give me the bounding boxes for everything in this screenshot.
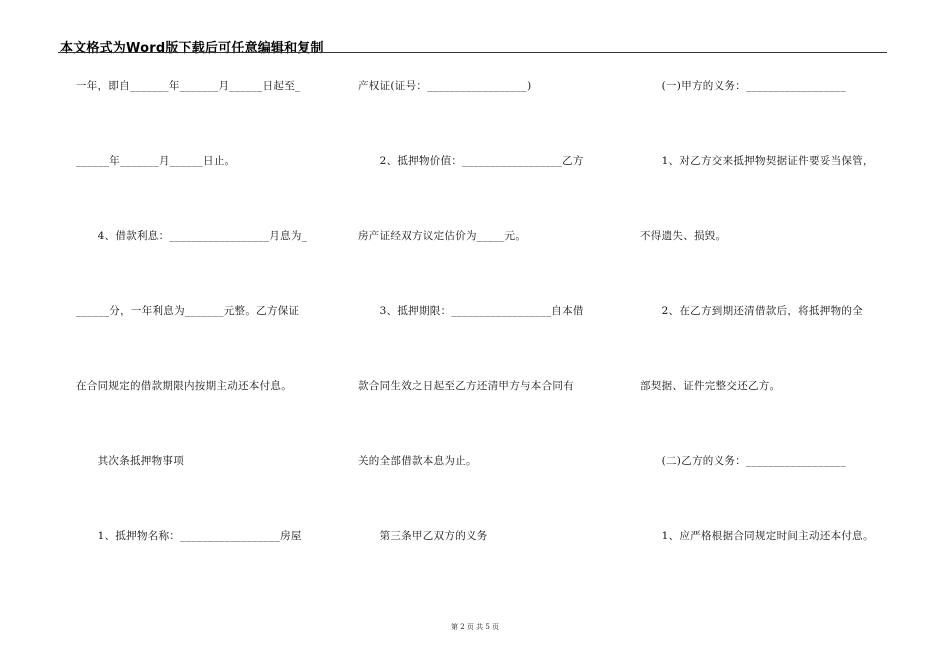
text-line: 在合同规定的借款期限内按期主动还本付息。 [76,380,292,392]
page-number-footer: 第 2 页 共 5 页 [450,623,500,631]
text-line: 1、抵押物名称：__________________房屋 [76,530,302,542]
text-column-left [76,0,326,672]
text-line: 款合同生效之日起至乙方还清甲方与本合同有 [358,380,574,392]
text-line: 2、在乙方到期还清借款后，将抵押物的全 [640,305,863,317]
text-line: (一)甲方的义务：__________________ [640,80,846,92]
text-line: 房产证经双方议定估价为_____元。 [358,230,527,242]
document-header-title: 本文格式为Word版下载后可任意编辑和复制 [60,41,324,56]
text-line: 关的全部借款本息为止。 [358,455,477,467]
text-column-right [640,0,895,672]
text-line: 一年，即自_______年_______月______日起至_ [76,80,301,92]
text-column-middle [358,0,603,672]
text-line: 2、抵押物价值：__________________乙方 [358,155,584,167]
section-heading: 其次条抵押物事项 [76,455,184,467]
text-line: 1、对乙方交来抵押物契据证件要妥当保管， [640,155,874,167]
text-line: 不得遗失、损毁。 [640,230,727,242]
text-line: 3、抵押期限：__________________自本借 [358,305,584,317]
text-line: 4、借款利息：__________________月息为_ [76,230,308,242]
text-line: ______分，一年利息为_______元整。乙方保证 [76,305,300,317]
text-line: 部契据、证件完整交还乙方。 [640,380,781,392]
text-line: ______年_______月______日止。 [76,155,236,167]
text-line: (二)乙方的义务：__________________ [640,455,846,467]
section-heading: 第三条甲乙双方的义务 [358,530,488,542]
text-line: 1、应严格根据合同规定时间主动还本付息。 [640,530,874,542]
text-line: 产权证(证号：__________________) [358,80,532,92]
